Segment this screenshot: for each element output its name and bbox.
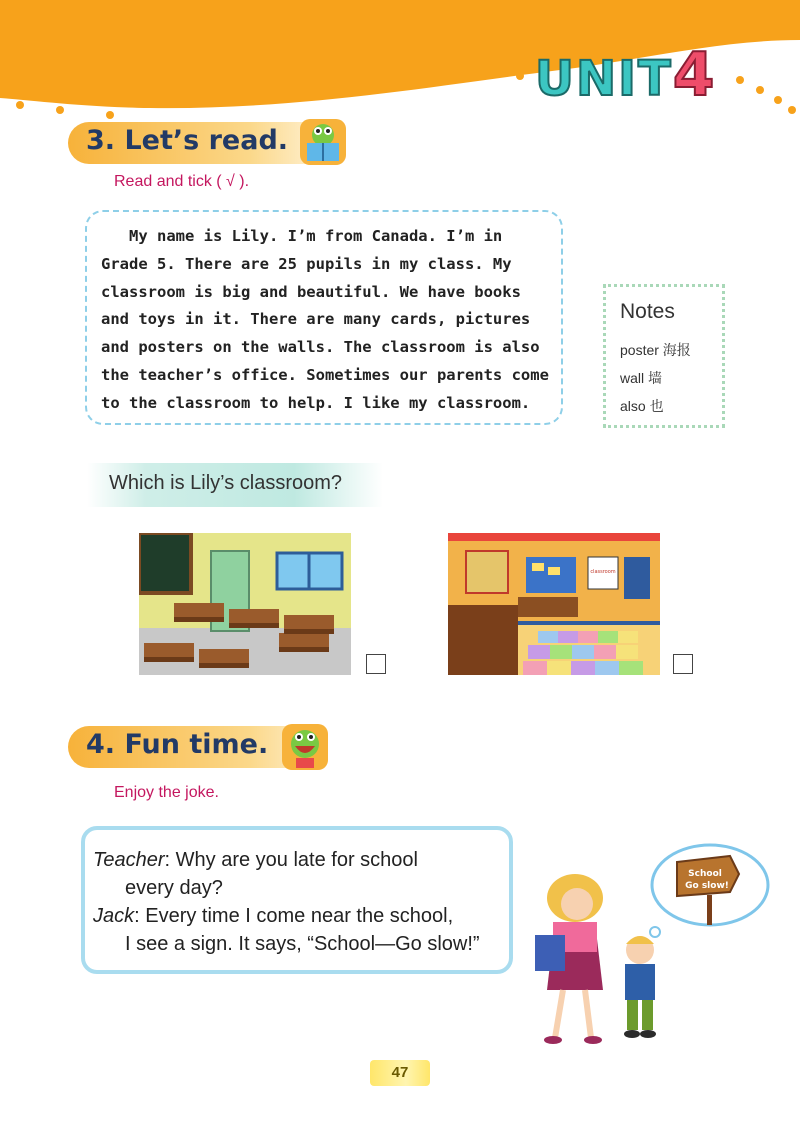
section3-title: 3. Let’s read. bbox=[86, 125, 289, 156]
unit-number: 4 bbox=[672, 40, 717, 110]
speaker-teacher: Teacher bbox=[93, 849, 165, 871]
dialogue-line: Teacher: Why are you late for school bbox=[93, 849, 418, 871]
section4-title: 4. Fun time. bbox=[86, 729, 269, 760]
dialogue-line: I see a sign. It says, “School—Go slow!” bbox=[125, 933, 480, 955]
joke-illustration bbox=[525, 840, 775, 1050]
classroom-picture-1 bbox=[139, 533, 351, 675]
section3-instruction: Read and tick ( √ ). bbox=[114, 173, 250, 190]
note-item: also 也 bbox=[620, 398, 664, 414]
classroom-picture-2 bbox=[448, 533, 660, 675]
passage-line: and toys in it. There are many cards, pictures bbox=[101, 310, 531, 329]
poster-word: classroom bbox=[590, 569, 616, 575]
dialogue-line: every day? bbox=[125, 877, 223, 899]
passage-line: and posters on the walls. The classroom is also bbox=[101, 338, 540, 357]
speaker-jack: Jack bbox=[93, 905, 135, 927]
page-number: 47 bbox=[370, 1060, 430, 1086]
tick-box-1[interactable] bbox=[366, 654, 386, 674]
note-item: poster 海报 bbox=[620, 342, 691, 358]
dialogue-line: Jack: Every time I come near the school, bbox=[93, 905, 454, 927]
sign-line-1: School bbox=[688, 869, 722, 879]
passage-line: classroom is big and beautiful. We have books bbox=[101, 282, 521, 301]
tick-box-2[interactable] bbox=[673, 654, 693, 674]
reading-frog-icon bbox=[298, 117, 348, 167]
reading-passage bbox=[101, 223, 556, 418]
note-item: wall 墙 bbox=[620, 370, 663, 386]
passage-line: My name is Lily. I’m from Canada. I’m in bbox=[101, 227, 503, 245]
passage-line: the teacher’s office. Sometimes our parents come bbox=[101, 365, 549, 384]
question-text: Which is Lily’s classroom? bbox=[109, 472, 343, 494]
notes-title: Notes bbox=[620, 300, 675, 323]
sign-line-2: Go slow! bbox=[685, 881, 729, 891]
passage-line: Grade 5. There are 25 pupils in my class. My bbox=[101, 254, 512, 273]
unit-title: UNIT4 bbox=[535, 40, 717, 110]
passage-line: to the classroom to help. I like my classroom. bbox=[101, 393, 531, 412]
section4-instruction: Enjoy the joke. bbox=[114, 784, 219, 801]
laughing-frog-icon bbox=[280, 722, 330, 772]
